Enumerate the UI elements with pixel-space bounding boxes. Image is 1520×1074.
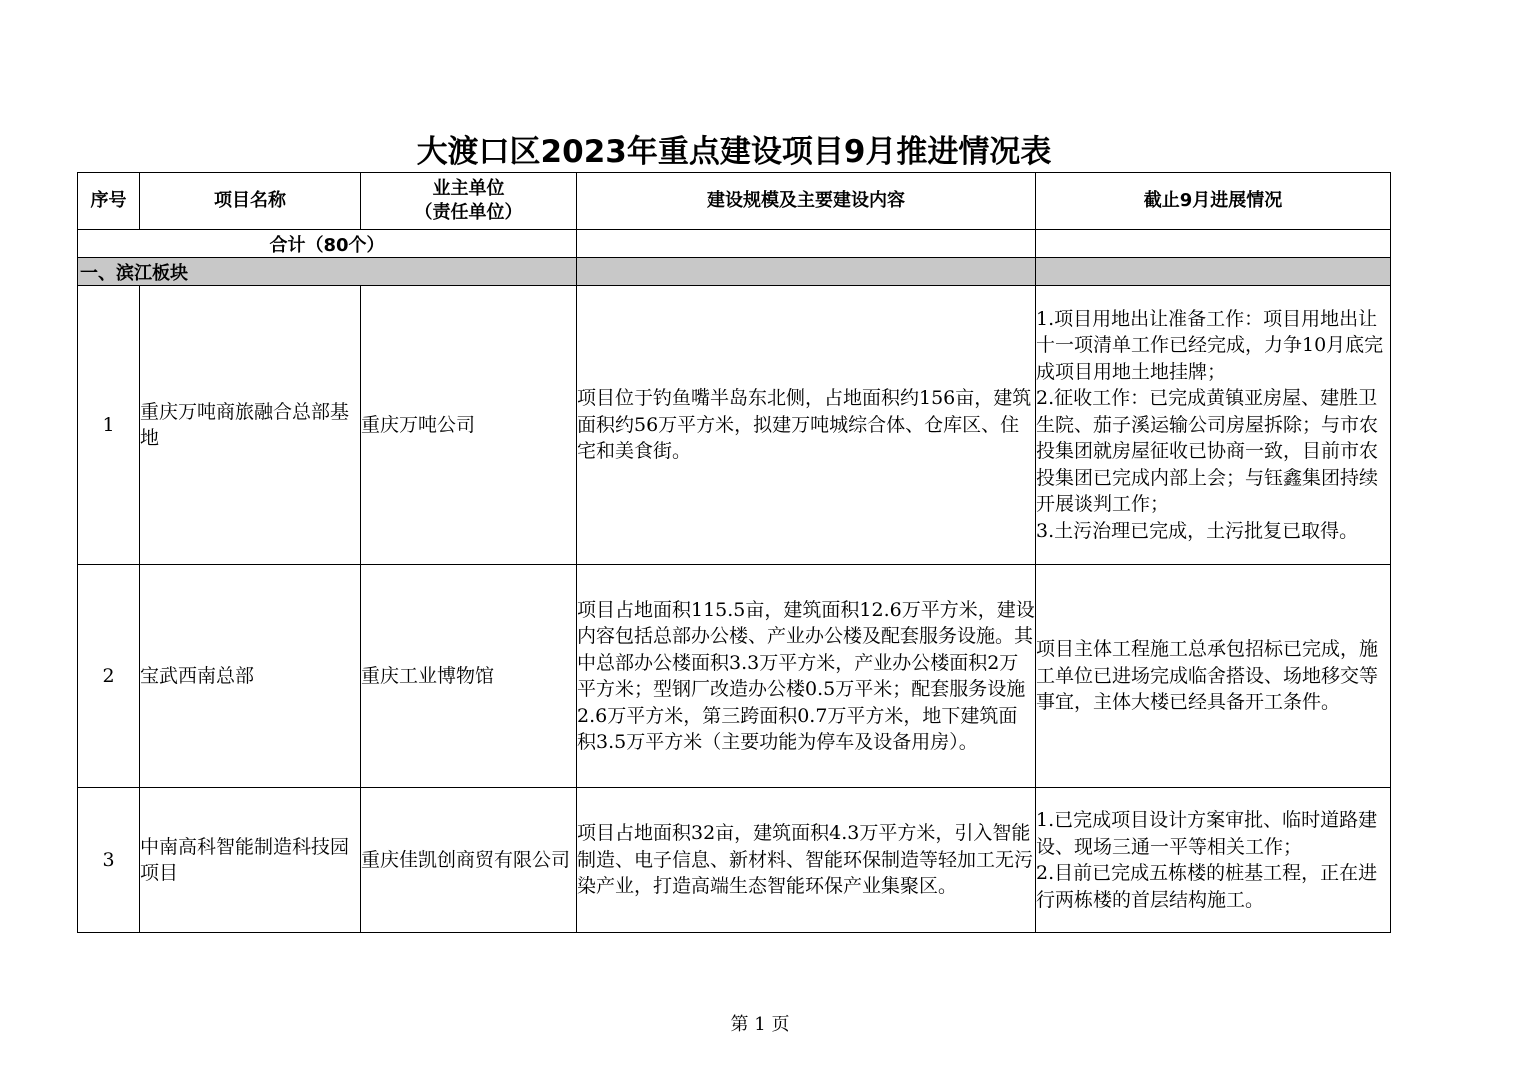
row-scope: 项目占地面积32亩，建筑面积4.3万平方米，引入智能制造、电子信息、新材料、智能环保制造等轻加工无污染产业，打造高端生态智能环保产业集聚区。	[577, 788, 1036, 933]
total-label: 合计（80个）	[78, 230, 577, 258]
section-row	[78, 258, 1391, 286]
row-index: 2	[78, 565, 140, 788]
header-owner	[361, 173, 577, 230]
total-row	[78, 230, 1391, 258]
row-progress	[1036, 788, 1391, 933]
row-project-name: 宝武西南总部	[140, 565, 361, 788]
row-index: 3	[78, 788, 140, 933]
header-scope: 建设规模及主要建设内容	[577, 173, 1036, 230]
table-row	[78, 565, 1391, 788]
progress-line: 项目主体工程施工总承包招标已完成，施工单位已进场完成临舍搭设、场地移交等事宜，主体大楼已经具备开工条件。	[1036, 638, 1379, 714]
progress-line: 1.已完成项目设计方案审批、临时道路建设、现场三通一平等相关工作；	[1036, 809, 1378, 858]
section-label: 一、滨江板块	[78, 258, 577, 286]
row-scope: 项目占地面积115.5亩，建筑面积12.6万平方米，建设内容包括总部办公楼、产业办公楼及配套服务设施。其中总部办公楼面积3.3万平方米，产业办公楼面积2万平方米；型钢厂改造办公楼0.5万平米；配套服务设施2.6万平方米，第三跨面积0.7万平方米，地下建筑面积3.5万平方米（主要功能为停车及设备用房）。	[577, 565, 1036, 788]
progress-line: 1.项目用地出让准备工作：项目用地出让十一项清单工作已经完成，力争10月底完成项目用地土地挂牌；	[1036, 307, 1384, 383]
table-header-row	[78, 173, 1391, 230]
header-index: 序号	[78, 173, 140, 230]
row-progress	[1036, 565, 1391, 788]
header-owner-line1: 业主单位	[432, 178, 505, 199]
header-owner-line2: （责任单位）	[414, 202, 523, 223]
row-scope: 项目位于钓鱼嘴半岛东北侧，占地面积约156亩，建筑面积约56万平方米，拟建万吨城综合体、仓库区、住宅和美食街。	[577, 286, 1036, 565]
total-progress-cell	[1036, 230, 1391, 258]
row-project-name: 中南高科智能制造科技园项目	[140, 788, 361, 933]
progress-line: 2.目前已完成五栋楼的桩基工程，正在进行两栋楼的首层结构施工。	[1036, 862, 1378, 911]
table-row	[78, 788, 1391, 933]
section-progress-cell	[1036, 258, 1391, 286]
row-project-name: 重庆万吨商旅融合总部基地	[140, 286, 361, 565]
header-progress: 截止9月进展情况	[1036, 173, 1391, 230]
row-owner: 重庆工业博物馆	[361, 565, 577, 788]
row-index: 1	[78, 286, 140, 565]
row-owner: 重庆佳凯创商贸有限公司	[361, 788, 577, 933]
page-number: 第 1 页	[730, 1014, 790, 1035]
progress-line: 3.土污治理已完成，土污批复已取得。	[1036, 519, 1359, 542]
projects-table	[77, 172, 1391, 933]
table-row	[78, 286, 1391, 565]
row-owner: 重庆万吨公司	[361, 286, 577, 565]
section-scope-cell	[577, 258, 1036, 286]
total-scope-cell	[577, 230, 1036, 258]
page-title: 大渡口区2023年重点建设项目9月推进情况表	[416, 134, 1052, 170]
row-progress	[1036, 286, 1391, 565]
header-name: 项目名称	[140, 173, 361, 230]
progress-line: 2.征收工作：已完成黄镇亚房屋、建胜卫生院、茄子溪运输公司房屋拆除；与市农投集团就房屋征收已协商一致，目前市农投集团已完成内部上会；与钰鑫集团持续开展谈判工作；	[1036, 387, 1379, 516]
